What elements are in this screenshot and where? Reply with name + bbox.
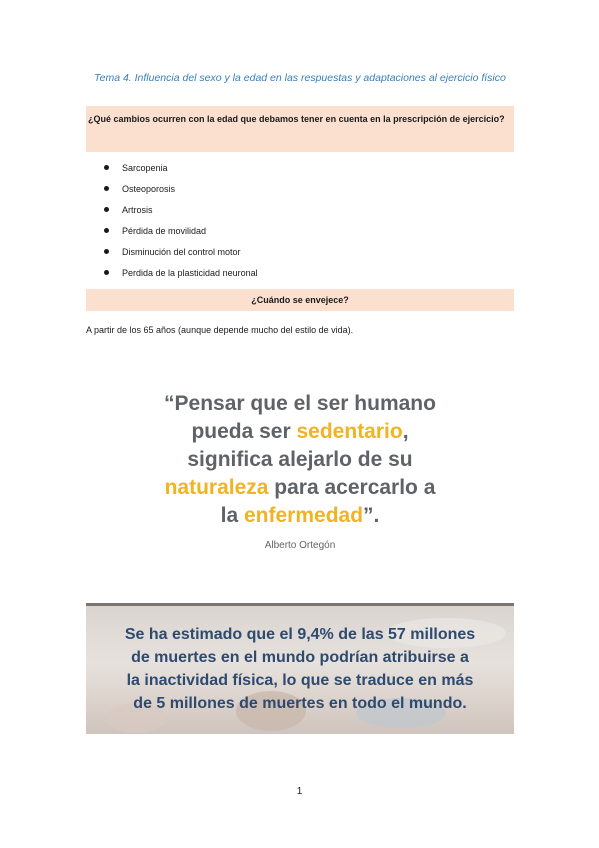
quote-text: ”. [363, 504, 380, 527]
quote-text: la [220, 504, 244, 527]
document-title: Tema 4. Influencia del sexo y la edad en las respuestas y adaptaciones al ejercicio físico [94, 72, 506, 84]
list-item-text: Disminución del control motor [122, 247, 241, 257]
quote-author: Alberto Ortegón [264, 540, 336, 551]
bullet-icon [104, 228, 109, 233]
statistic-banner [86, 603, 514, 734]
quote-line-1: “Pensar que el ser humano [164, 392, 436, 415]
quote-text: pueda ser [191, 420, 297, 443]
quote-line-4 [100, 474, 500, 502]
list-item [104, 203, 258, 224]
list-item-text: Osteoporosis [122, 184, 176, 194]
banner-top-border [86, 603, 514, 606]
quote-highlight: naturaleza [164, 476, 269, 499]
quote-highlight: enfermedad [243, 504, 364, 527]
list-item [104, 161, 258, 182]
banner-line-2: de muertes en el mundo podrían atribuirse a [131, 649, 469, 666]
list-item-text: Perdida de la plasticidad neuronal [122, 268, 258, 278]
page-number: 1 [296, 786, 303, 797]
list-item [104, 182, 258, 203]
banner-line-1: Se ha estimado que el 9,4% de las 57 millones [124, 626, 476, 643]
bullet-icon [104, 207, 109, 212]
list-item-text: Pérdida de movilidad [122, 226, 207, 236]
quote-highlight: sedentario [296, 420, 403, 443]
quote-line-3: significa alejarlo de su [187, 448, 413, 471]
quote-text: , [402, 420, 409, 443]
question-1: ¿Qué cambios ocurren con la edad que debamos tener en cuenta en la prescripción de ejercicio? [88, 114, 505, 124]
list-item [104, 266, 258, 287]
changes-list [104, 161, 258, 287]
list-item [104, 245, 258, 266]
quote-block [100, 390, 500, 530]
bullet-icon [104, 249, 109, 254]
quote-line-5 [100, 502, 500, 530]
list-item [104, 224, 258, 245]
bullet-icon [104, 270, 109, 275]
bullet-icon [104, 186, 109, 191]
answer-2: A partir de los 65 años (aunque depende mucho del estilo de vida). [86, 325, 354, 335]
bullet-icon [104, 165, 109, 170]
question-2: ¿Cuándo se envejece? [251, 295, 349, 305]
question-band-2 [86, 289, 514, 311]
banner-text [92, 623, 508, 715]
banner-line-4: de 5 millones de muertes en todo el mundo. [133, 695, 467, 712]
list-item-text: Sarcopenia [122, 163, 168, 173]
list-item-text: Artrosis [122, 205, 153, 215]
question-band-1 [86, 106, 514, 152]
banner-line-3: la inactividad física, lo que se traduce en más [126, 672, 474, 689]
quote-text: para acercarlo a [268, 476, 436, 499]
quote-line-2 [100, 418, 500, 446]
